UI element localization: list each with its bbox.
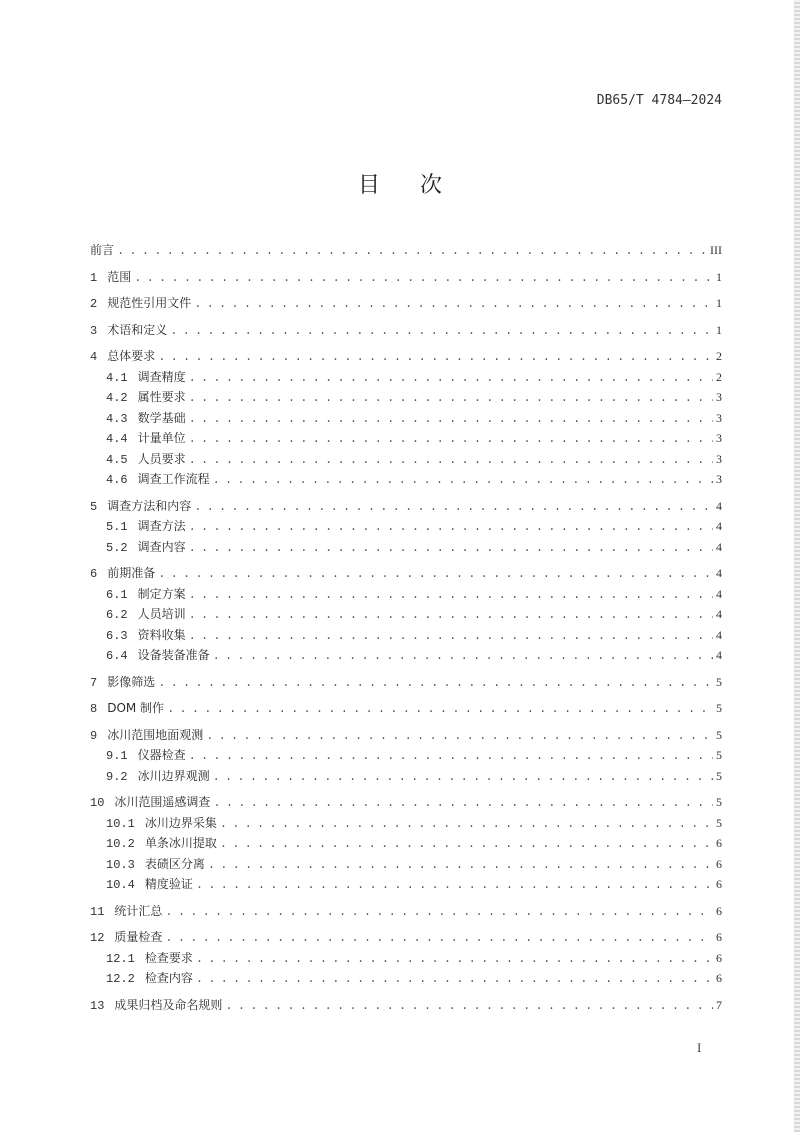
toc-label: 质量检查 bbox=[114, 930, 163, 944]
leader-dots bbox=[196, 875, 713, 895]
toc-page: 3 bbox=[716, 451, 722, 466]
toc-number: 1 bbox=[90, 270, 98, 285]
toc-number: 4.1 bbox=[106, 370, 128, 385]
leader-dots bbox=[194, 497, 713, 517]
leader-dots bbox=[189, 368, 713, 388]
leader-dots bbox=[158, 347, 713, 367]
toc-label: 单条冰川提取 bbox=[144, 836, 217, 850]
toc-page: 5 bbox=[716, 815, 722, 830]
toc-label: 精度验证 bbox=[144, 877, 193, 891]
toc-number: 10.1 bbox=[106, 816, 135, 831]
toc-page: 5 bbox=[716, 727, 722, 742]
toc-entry[interactable] bbox=[90, 240, 722, 261]
toc-entry[interactable] bbox=[90, 672, 722, 693]
leader-dots bbox=[134, 268, 713, 288]
toc-entry[interactable] bbox=[90, 995, 722, 1016]
toc-label: 前期准备 bbox=[107, 566, 156, 580]
leader-dots bbox=[165, 928, 713, 948]
leader-dots bbox=[213, 767, 713, 787]
toc-label: 范围 bbox=[107, 269, 132, 284]
leader-dots bbox=[196, 949, 713, 969]
toc-entry[interactable] bbox=[90, 625, 722, 646]
toc-page: 2 bbox=[716, 349, 722, 363]
toc-number: 12 bbox=[90, 931, 105, 945]
toc-label: 调查方法 bbox=[137, 519, 186, 533]
toc-number: 6.3 bbox=[106, 628, 128, 643]
toc-page: 4 bbox=[716, 586, 722, 601]
toc-page: 6 bbox=[716, 971, 722, 985]
toc-label: 冰川边界观测 bbox=[137, 768, 210, 783]
toc-number: 10 bbox=[90, 796, 105, 810]
toc-page: 5 bbox=[716, 795, 722, 809]
toc-entry[interactable] bbox=[90, 563, 722, 584]
leader-dots bbox=[206, 726, 713, 746]
toc-page: 4 bbox=[716, 627, 722, 642]
toc-page: 7 bbox=[716, 997, 722, 1012]
toc-page: 1 bbox=[716, 296, 722, 310]
toc-label: 总体要求 bbox=[107, 349, 156, 363]
leader-dots bbox=[225, 996, 713, 1016]
toc-number: 2 bbox=[90, 297, 98, 311]
toc-page: 3 bbox=[716, 390, 722, 404]
leader-dots bbox=[189, 626, 713, 646]
toc-number: 6.2 bbox=[106, 608, 128, 622]
toc-number: 4.2 bbox=[106, 391, 128, 405]
toc-page: 4 bbox=[716, 519, 722, 533]
toc-page: 5 bbox=[716, 768, 722, 783]
toc-entry[interactable] bbox=[90, 449, 722, 470]
leader-dots bbox=[213, 646, 713, 666]
leader-dots bbox=[208, 855, 713, 875]
toc-label: 检查要求 bbox=[144, 950, 193, 965]
toc-label: 规范性引用文件 bbox=[107, 296, 192, 310]
toc-label: 计量单位 bbox=[137, 431, 186, 445]
toc-page: 5 bbox=[716, 674, 722, 689]
toc-page: 6 bbox=[716, 930, 722, 944]
toc-entry[interactable] bbox=[90, 584, 722, 605]
toc-number: 6.4 bbox=[106, 649, 128, 663]
toc-number: 7 bbox=[90, 675, 98, 690]
toc-label: 前言 bbox=[90, 243, 115, 257]
toc-label: 制定方案 bbox=[137, 586, 186, 601]
toc-page: 6 bbox=[716, 836, 722, 850]
toc-label: 冰川范围地面观测 bbox=[107, 727, 204, 742]
leader-dots bbox=[189, 538, 713, 558]
toc-entry[interactable] bbox=[90, 293, 722, 314]
toc-page: 4 bbox=[716, 498, 722, 513]
leader-dots bbox=[189, 517, 713, 537]
leader-dots bbox=[213, 793, 713, 813]
toc-page: 3 bbox=[716, 410, 722, 425]
toc-entry[interactable] bbox=[90, 469, 722, 490]
page-number: I bbox=[697, 1040, 702, 1055]
toc-number: 4.5 bbox=[106, 452, 128, 467]
toc-number: 3 bbox=[90, 323, 98, 338]
leader-dots bbox=[194, 294, 713, 314]
toc-number: 10.3 bbox=[106, 857, 135, 872]
toc-number: 5.2 bbox=[106, 540, 128, 555]
toc-entry[interactable] bbox=[90, 267, 722, 288]
leader-dots bbox=[189, 585, 713, 605]
toc-entry[interactable] bbox=[90, 408, 722, 429]
toc-label: 人员要求 bbox=[137, 451, 186, 466]
leader-dots bbox=[189, 605, 713, 625]
leader-dots bbox=[167, 699, 713, 719]
toc-page: 1 bbox=[716, 322, 722, 337]
toc-entry[interactable] bbox=[90, 833, 722, 854]
toc-number: 8 bbox=[90, 702, 98, 716]
toc-entry[interactable] bbox=[90, 645, 722, 666]
toc-label: DOM 制作 bbox=[107, 701, 165, 715]
toc-number: 12.2 bbox=[106, 972, 135, 986]
toc-entry[interactable] bbox=[90, 537, 722, 558]
toc-entry[interactable] bbox=[90, 320, 722, 341]
toc-page: 6 bbox=[716, 877, 722, 891]
toc-number: 11 bbox=[90, 904, 105, 919]
leader-dots bbox=[220, 834, 713, 854]
document-code: DB65/T 4784—2024 bbox=[596, 93, 722, 108]
toc-number: 4.4 bbox=[106, 432, 128, 446]
toc-entry[interactable] bbox=[90, 968, 722, 989]
leader-dots bbox=[158, 673, 713, 693]
toc-number: 9.2 bbox=[106, 769, 128, 784]
toc-page: 4 bbox=[716, 648, 722, 662]
toc-number: 13 bbox=[90, 998, 105, 1013]
toc-page: 3 bbox=[716, 431, 722, 445]
leader-dots bbox=[213, 470, 713, 490]
toc-label: 数学基础 bbox=[137, 410, 186, 425]
toc-number: 4 bbox=[90, 350, 98, 364]
toc-label: 调查内容 bbox=[137, 539, 186, 554]
toc-number: 4.6 bbox=[106, 473, 128, 487]
leader-dots bbox=[189, 388, 713, 408]
table-of-contents bbox=[90, 240, 722, 1015]
toc-page: 2 bbox=[716, 369, 722, 384]
toc-entry[interactable] bbox=[90, 387, 722, 408]
toc-entry[interactable] bbox=[90, 516, 722, 537]
toc-entry[interactable] bbox=[90, 428, 722, 449]
toc-label: 冰川范围遥感调查 bbox=[114, 795, 211, 809]
leader-dots bbox=[189, 409, 713, 429]
toc-entry[interactable] bbox=[90, 698, 722, 719]
toc-label: 设备装备准备 bbox=[137, 648, 210, 662]
toc-label: 影像筛选 bbox=[107, 674, 156, 689]
toc-number: 5 bbox=[90, 499, 98, 514]
leader-dots bbox=[158, 564, 713, 584]
toc-page: 1 bbox=[716, 269, 722, 284]
leader-dots bbox=[196, 969, 713, 989]
toc-entry[interactable] bbox=[90, 496, 722, 517]
toc-page: 5 bbox=[716, 701, 722, 715]
leader-dots bbox=[189, 746, 713, 766]
toc-label: 表碛区分离 bbox=[144, 856, 205, 871]
toc-entry[interactable] bbox=[90, 948, 722, 969]
leader-dots bbox=[165, 902, 713, 922]
toc-label: 调查精度 bbox=[137, 369, 186, 384]
toc-entry[interactable] bbox=[90, 927, 722, 948]
toc-label: 资料收集 bbox=[137, 627, 186, 642]
toc-label: 调查方法和内容 bbox=[107, 498, 192, 513]
toc-page: 6 bbox=[716, 903, 722, 918]
toc-number: 5.1 bbox=[106, 520, 128, 534]
toc-entry[interactable] bbox=[90, 854, 722, 875]
toc-entry[interactable] bbox=[90, 346, 722, 367]
toc-number: 6 bbox=[90, 567, 98, 581]
toc-entry[interactable] bbox=[90, 604, 722, 625]
toc-page: 4 bbox=[716, 566, 722, 580]
toc-page: III bbox=[710, 243, 722, 257]
toc-label: 调查工作流程 bbox=[137, 472, 210, 486]
toc-entry[interactable] bbox=[90, 766, 722, 787]
toc-page: 6 bbox=[716, 950, 722, 965]
toc-entry[interactable] bbox=[90, 813, 722, 834]
toc-entry[interactable] bbox=[90, 367, 722, 388]
toc-number: 10.4 bbox=[106, 878, 135, 892]
toc-label: 检查内容 bbox=[144, 971, 193, 985]
toc-label: 冰川边界采集 bbox=[144, 815, 217, 830]
toc-entry[interactable] bbox=[90, 901, 722, 922]
toc-number: 4.3 bbox=[106, 411, 128, 426]
toc-number: 9.1 bbox=[106, 749, 128, 763]
toc-number: 12.1 bbox=[106, 951, 135, 966]
toc-number: 6.1 bbox=[106, 587, 128, 602]
leader-dots bbox=[220, 814, 713, 834]
toc-label: 统计汇总 bbox=[114, 903, 163, 918]
toc-page: 5 bbox=[716, 748, 722, 762]
toc-number: 9 bbox=[90, 728, 98, 743]
toc-label: 人员培训 bbox=[137, 607, 186, 621]
toc-label: 成果归档及命名规则 bbox=[114, 997, 223, 1012]
leader-dots bbox=[189, 429, 713, 449]
leader-dots bbox=[170, 321, 713, 341]
leader-dots bbox=[117, 241, 707, 261]
toc-label: 仪器检查 bbox=[137, 748, 186, 762]
toc-page: 4 bbox=[716, 539, 722, 554]
toc-entry[interactable] bbox=[90, 792, 722, 813]
leader-dots bbox=[189, 450, 713, 470]
toc-label: 属性要求 bbox=[137, 390, 186, 404]
page-title: 目次 bbox=[357, 173, 482, 198]
toc-entry[interactable] bbox=[90, 874, 722, 895]
toc-entry[interactable] bbox=[90, 725, 722, 746]
toc-page: 6 bbox=[716, 856, 722, 871]
toc-number: 10.2 bbox=[106, 837, 135, 851]
toc-label: 术语和定义 bbox=[107, 322, 168, 337]
toc-entry[interactable] bbox=[90, 745, 722, 766]
toc-page: 4 bbox=[716, 607, 722, 621]
toc-page: 3 bbox=[716, 472, 722, 486]
